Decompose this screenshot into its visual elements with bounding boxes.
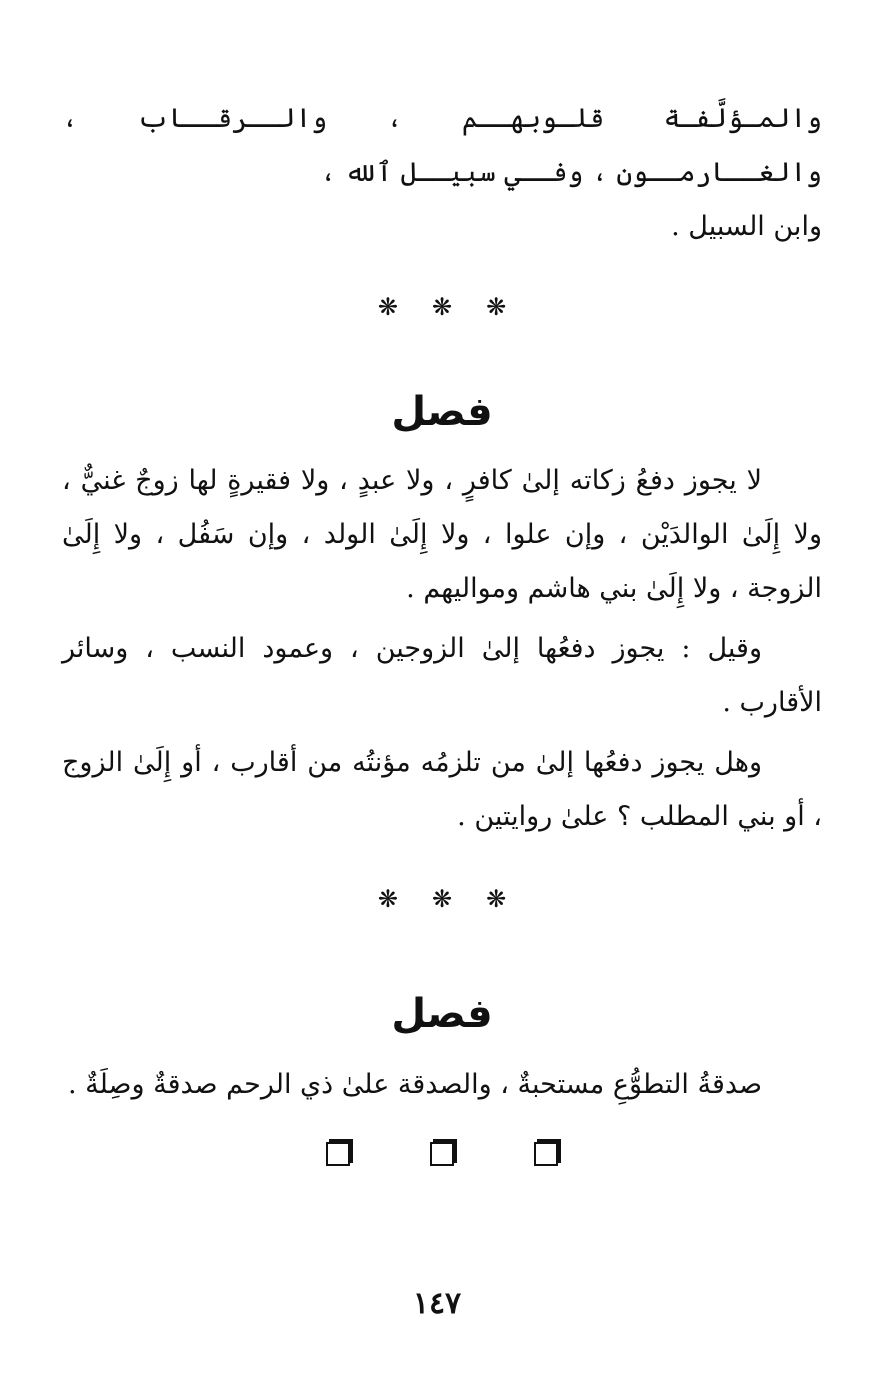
star-ornament-icon: ❋ [486,885,507,913]
section1-paragraph-3: وهل يجوز دفعُها إلىٰ من تلزمُه مؤنتُه من أقارب ، أو إِلَىٰ الزوج ، أو بني المطلب ؟ علىٰ روايتين . [62,747,822,832]
section-heading: فصل [391,389,493,435]
section2-paragraph: صدقةُ التطوُّعِ مستحبةٌ ، والصدقة علىٰ ذي الرحم صدقةٌ وصِلَةٌ . [67,1069,762,1100]
star-ornament-icon: ❋ [377,885,398,913]
square-ornament-icon [326,1142,350,1166]
star-ornament-icon: ❋ [486,293,507,321]
separator-stars [62,292,822,322]
star-ornament-icon: ❋ [431,293,453,321]
top-paragraph-line-2: وابن السبيل . [671,211,822,242]
top-paragraph [62,92,822,254]
square-ornament-icon [430,1142,454,1166]
section-heading: فصل [391,991,493,1037]
top-paragraph-line-1: والمـؤلَّفـة قلـوبهــم ، والــرقــاب ، والغــارمــون ، وفــي سبيــل ٱلله ، [62,103,822,188]
page-number: ١٤٧ [412,1286,462,1321]
document-body [62,92,822,1166]
square-ornament-icon [534,1142,558,1166]
star-ornament-icon: ❋ [377,293,398,321]
end-of-chapter-ornament [62,1142,822,1166]
section1-paragraph-2: وقيل : يجوز دفعُها إلىٰ الزوجين ، وعمود النسب ، وسائر الأقارب . [62,633,822,718]
section1-paragraph-1: لا يجوز دفعُ زكاته إلىٰ كافرٍ ، ولا عبدٍ ، ولا فقيرةٍ لها زوجٌ غنيٌّ ، ولا إِلَىٰ الوالدَيْن ، وإن علوا ، ولا إِلَىٰ الولد ، وإن سَفُل ، ولا إِلَىٰ الزوجة ، ولا إِلَىٰ بني هاشم ومواليهم . [62,465,822,604]
separator-stars [62,884,822,914]
star-ornament-icon: ❋ [431,885,453,913]
